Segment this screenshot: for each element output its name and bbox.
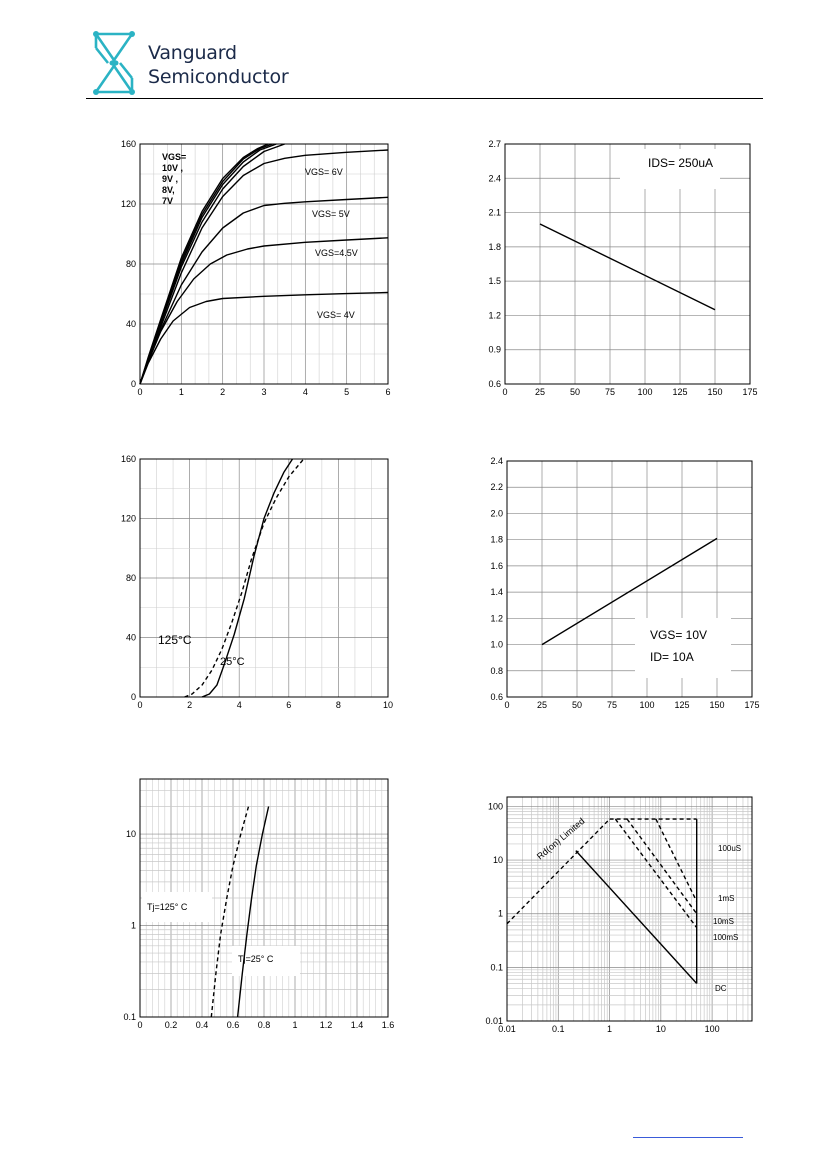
rdon-limited-label: Rd(on) Limited bbox=[534, 815, 587, 862]
safe-operating-area-chart bbox=[480, 770, 770, 1045]
series-label: VGS= 6V bbox=[305, 167, 343, 177]
soa-line-label: 10mS bbox=[713, 917, 734, 926]
threshold-vs-temperature-svg bbox=[480, 135, 770, 400]
y-tick-label: 1.2 bbox=[488, 310, 501, 321]
y-tick-label: 100 bbox=[487, 801, 503, 812]
y-tick-label: 120 bbox=[120, 513, 136, 524]
x-tick-label: 75 bbox=[606, 700, 618, 710]
x-tick-label: 125 bbox=[672, 387, 688, 397]
x-tick-label: 5 bbox=[344, 387, 350, 397]
x-tick-label: 25 bbox=[534, 387, 546, 397]
series-line bbox=[627, 819, 697, 914]
x-tick-label: 100 bbox=[637, 387, 653, 397]
y-tick-label: 0.6 bbox=[490, 692, 503, 702]
threshold-vs-temperature-chart bbox=[480, 135, 770, 400]
safe-operating-area-svg bbox=[480, 770, 770, 1045]
footer-link-underline bbox=[633, 1137, 743, 1138]
y-tick-label: 1.8 bbox=[490, 534, 503, 545]
output-characteristics-chart bbox=[120, 135, 410, 400]
y-tick-label: 40 bbox=[125, 319, 136, 329]
y-tick-label: 10 bbox=[125, 829, 136, 840]
x-tick-label: 8 bbox=[335, 700, 341, 710]
y-tick-label: 10 bbox=[492, 855, 503, 866]
x-tick-label: 10 bbox=[382, 700, 394, 710]
x-tick-label: 125 bbox=[674, 700, 690, 710]
x-tick-label: 0.2 bbox=[164, 1020, 178, 1030]
soa-line-label: 100mS bbox=[713, 933, 739, 942]
y-tick-label: 0.01 bbox=[485, 1016, 503, 1026]
y-tick-label: 80 bbox=[125, 573, 136, 583]
y-tick-label: 160 bbox=[120, 139, 136, 149]
y-tick-label: 1.4 bbox=[490, 587, 503, 598]
x-tick-label: 150 bbox=[707, 387, 723, 397]
x-tick-label: 1.6 bbox=[381, 1020, 395, 1030]
y-tick-label: 1 bbox=[130, 920, 136, 931]
y-tick-label: 1.5 bbox=[488, 276, 501, 287]
y-tick-label: 1.6 bbox=[490, 560, 503, 571]
y-tick-label: 0.6 bbox=[488, 379, 501, 389]
x-tick-label: 1 bbox=[292, 1020, 298, 1030]
y-tick-label: 2.7 bbox=[488, 139, 501, 149]
annotation-label: 7V bbox=[162, 196, 174, 206]
body-diode-forward-chart bbox=[120, 770, 410, 1035]
company-name-line2: Semiconductor bbox=[148, 66, 289, 88]
y-tick-label: 40 bbox=[125, 632, 136, 643]
series-line bbox=[540, 224, 715, 310]
soa-line-label: 1mS bbox=[718, 894, 735, 903]
company-name-line1: Vanguard bbox=[148, 42, 237, 64]
transfer-characteristics-chart bbox=[120, 450, 410, 715]
y-tick-label: 1.0 bbox=[490, 639, 503, 650]
series-label: VGS= 4V bbox=[317, 310, 355, 320]
y-tick-label: 2.4 bbox=[488, 173, 501, 184]
normalized-rdson-vs-temperature-chart bbox=[480, 450, 770, 715]
x-tick-label: 3 bbox=[261, 387, 267, 397]
annotation-label: VGS= 10V bbox=[650, 628, 708, 642]
x-tick-label: 0 bbox=[502, 387, 508, 397]
x-tick-label: 0.01 bbox=[498, 1024, 516, 1034]
x-tick-label: 6 bbox=[385, 387, 391, 397]
annotation-label: 8V, bbox=[162, 185, 175, 195]
output-characteristics-svg bbox=[120, 135, 410, 400]
x-tick-label: 2 bbox=[187, 700, 193, 710]
soa-line-label: 100uS bbox=[718, 844, 742, 853]
x-tick-label: 10 bbox=[655, 1024, 666, 1034]
annotation-label: VGS= bbox=[162, 152, 187, 162]
series-label: Tj=125° C bbox=[147, 902, 188, 912]
x-tick-label: 75 bbox=[604, 387, 616, 397]
x-tick-label: 1 bbox=[178, 387, 184, 397]
x-tick-label: 0.4 bbox=[195, 1020, 209, 1030]
y-tick-label: 0.1 bbox=[123, 1012, 136, 1022]
x-tick-label: 2 bbox=[220, 387, 226, 397]
x-tick-label: 1.2 bbox=[319, 1020, 333, 1030]
x-tick-label: 0 bbox=[137, 387, 143, 397]
series-label: Tj=25° C bbox=[238, 954, 274, 964]
x-tick-label: 4 bbox=[236, 700, 242, 710]
series-label: VGS= 5V bbox=[312, 209, 350, 219]
x-tick-label: 1 bbox=[607, 1024, 613, 1034]
annotation-label: IDS= 250uA bbox=[648, 156, 714, 170]
series-label: 125°C bbox=[158, 633, 192, 647]
y-tick-label: 2.0 bbox=[490, 508, 503, 519]
y-tick-label: 0.1 bbox=[490, 962, 503, 973]
label-box bbox=[635, 618, 731, 678]
annotation-label: ID= 10A bbox=[650, 650, 694, 664]
x-tick-label: 0 bbox=[137, 700, 143, 710]
y-tick-label: 120 bbox=[120, 199, 136, 209]
x-tick-label: 100 bbox=[639, 700, 655, 710]
series-label: 25°C bbox=[220, 656, 245, 668]
x-tick-label: 50 bbox=[569, 387, 581, 397]
y-tick-label: 0.8 bbox=[490, 665, 503, 676]
x-tick-label: 0 bbox=[137, 1020, 143, 1030]
y-tick-label: 0 bbox=[130, 692, 136, 702]
x-tick-label: 50 bbox=[571, 700, 583, 710]
y-tick-label: 2.1 bbox=[488, 207, 501, 218]
x-tick-label: 0.8 bbox=[257, 1020, 271, 1030]
x-tick-label: 0 bbox=[504, 700, 510, 710]
y-tick-label: 160 bbox=[120, 454, 136, 464]
y-tick-label: 0 bbox=[130, 379, 136, 389]
transfer-characteristics-svg bbox=[120, 450, 410, 715]
x-tick-label: 4 bbox=[302, 387, 308, 397]
y-tick-label: 80 bbox=[125, 259, 136, 269]
annotation-label: 10V , bbox=[162, 163, 184, 173]
normalized-rdson-vs-temperature-svg bbox=[480, 450, 770, 715]
x-tick-label: 6 bbox=[286, 700, 292, 710]
annotation-label: 9V , bbox=[162, 174, 179, 184]
y-tick-label: 2.4 bbox=[490, 456, 503, 466]
vanguard-logo-icon bbox=[88, 30, 138, 96]
x-tick-label: 175 bbox=[744, 700, 760, 710]
y-tick-label: 1.8 bbox=[488, 241, 501, 252]
x-tick-label: 1.4 bbox=[350, 1020, 364, 1030]
y-tick-label: 2.2 bbox=[490, 482, 503, 493]
x-tick-label: 0.1 bbox=[552, 1024, 565, 1034]
series-label: VGS=4.5V bbox=[315, 248, 358, 258]
page-header bbox=[0, 0, 827, 110]
x-tick-label: 100 bbox=[704, 1024, 720, 1034]
y-tick-label: 1.2 bbox=[490, 613, 503, 624]
x-tick-label: 150 bbox=[709, 700, 725, 710]
x-tick-label: 175 bbox=[742, 387, 758, 397]
x-tick-label: 0.6 bbox=[226, 1020, 240, 1030]
x-tick-label: 25 bbox=[536, 700, 548, 710]
y-tick-label: 0.9 bbox=[488, 344, 501, 355]
header-divider bbox=[86, 98, 763, 99]
body-diode-forward-svg bbox=[120, 770, 410, 1035]
soa-line-label: DC bbox=[715, 984, 727, 993]
y-tick-label: 1 bbox=[497, 908, 503, 919]
